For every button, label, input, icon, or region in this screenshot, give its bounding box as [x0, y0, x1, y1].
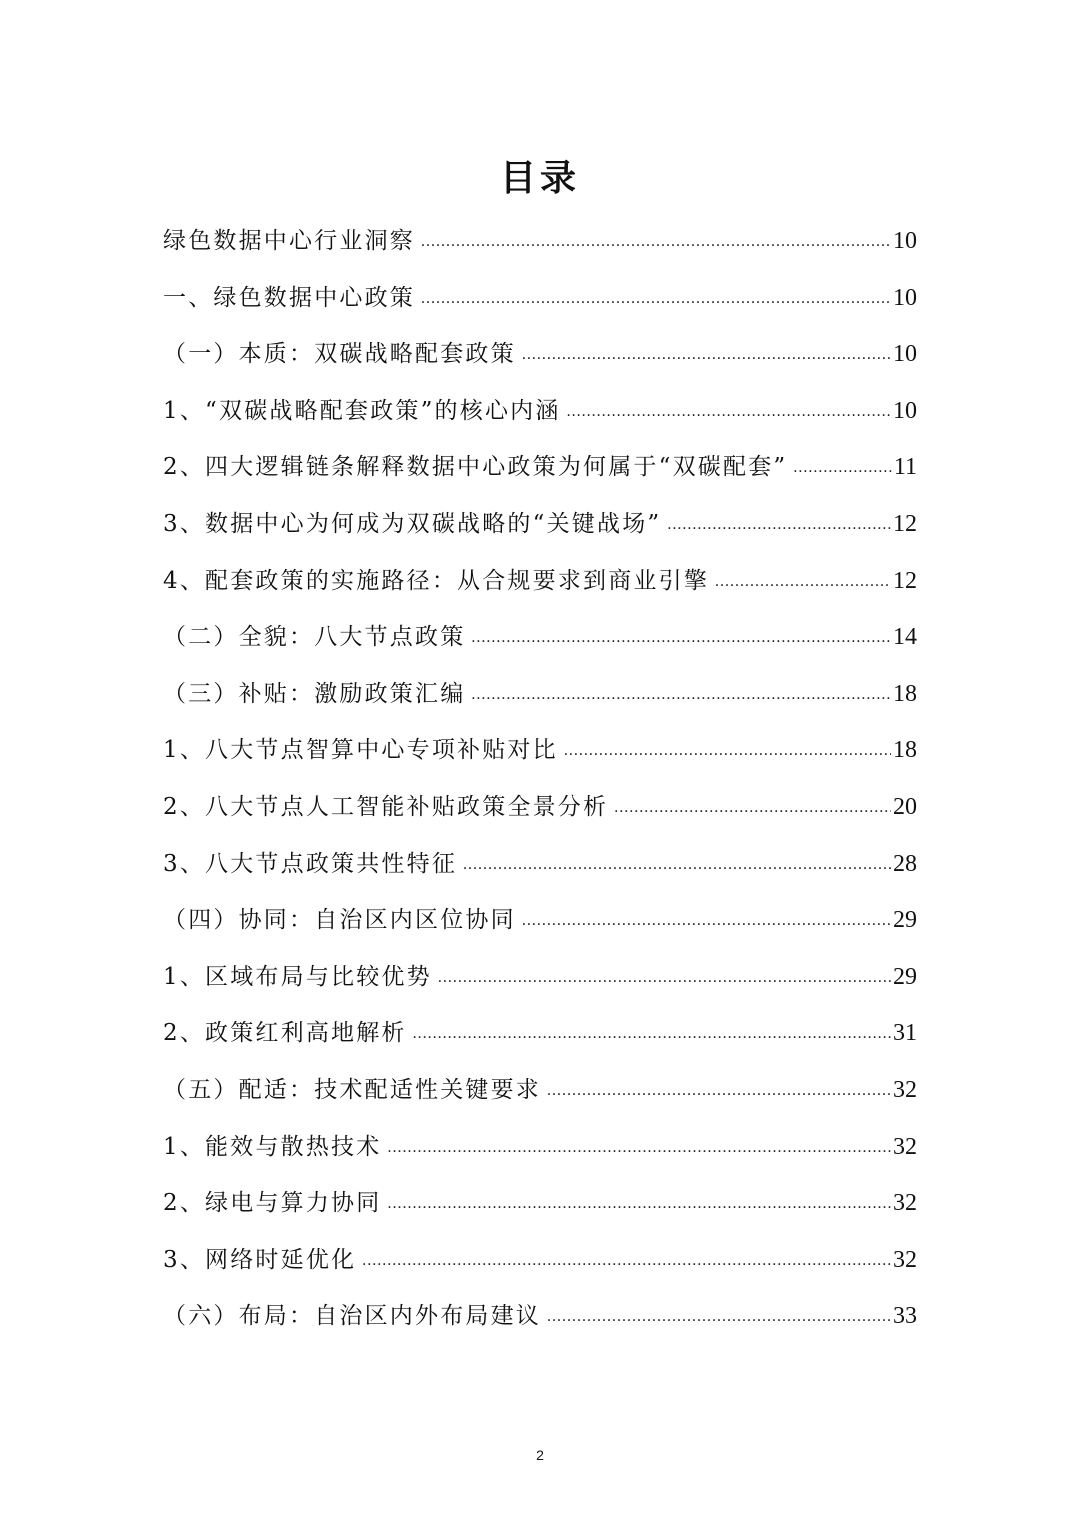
toc-entry[interactable]	[163, 1241, 917, 1298]
toc-entry-page: 18	[893, 737, 917, 764]
toc-entry-text: 2、四大逻辑链条解释数据中心政策为何属于“双碳配套”	[163, 454, 788, 481]
toc-entry[interactable]	[163, 618, 917, 675]
toc-entry[interactable]	[163, 562, 917, 619]
page-title: 目录	[499, 157, 580, 199]
toc-entry-text: （五）配适：技术配适性关键要求	[163, 1076, 541, 1103]
toc-entry[interactable]	[163, 448, 917, 505]
toc-entry-text: 2、绿电与算力协同	[163, 1190, 382, 1217]
toc-entry[interactable]	[163, 731, 917, 788]
toc-dot-leader	[547, 1074, 891, 1097]
toc-entry-text: （一）本质：双碳战略配套政策	[163, 341, 516, 368]
toc-dot-leader	[567, 395, 891, 418]
toc-entry-page: 29	[893, 907, 917, 934]
toc-dot-leader	[387, 1131, 891, 1154]
toc-entry-page: 32	[893, 1190, 917, 1217]
toc-dot-leader	[471, 678, 891, 701]
toc-entry-text: 1、区域布局与比较优势	[163, 963, 432, 990]
toc-entry-page: 29	[893, 963, 917, 990]
toc-dot-leader	[522, 338, 891, 361]
toc-entry-text: 3、网络时延优化	[163, 1246, 357, 1273]
toc-entry-page: 14	[893, 624, 917, 651]
toc-dot-leader	[547, 1300, 891, 1323]
toc-entry-page: 20	[893, 793, 917, 820]
toc-dot-leader	[471, 621, 891, 644]
toc-entry-page: 32	[893, 1076, 917, 1103]
toc-entry-text: 1、能效与散热技术	[163, 1133, 382, 1160]
toc-entry-text: 4、配套政策的实施路径：从合规要求到商业引擎	[163, 567, 710, 594]
toc-entry[interactable]	[163, 505, 917, 562]
table-of-contents	[163, 222, 917, 1354]
toc-entry[interactable]	[163, 335, 917, 392]
toc-entry[interactable]	[163, 901, 917, 958]
toc-dot-leader	[413, 1017, 891, 1040]
toc-entry-text: （二）全貌：八大节点政策	[163, 624, 466, 651]
toc-entry[interactable]	[163, 675, 917, 732]
toc-entry-page: 31	[893, 1020, 917, 1047]
page-number: 2	[536, 1447, 544, 1463]
toc-entry-text: 绿色数据中心行业洞察	[163, 228, 415, 254]
toc-entry-text: （三）补贴：激励政策汇编	[163, 680, 466, 707]
toc-entry-text: 一、绿色数据中心政策	[163, 284, 415, 311]
toc-entry[interactable]	[163, 1128, 917, 1185]
toc-entry-page: 11	[893, 454, 917, 481]
toc-dot-leader	[463, 848, 891, 871]
toc-entry-page: 10	[893, 228, 917, 254]
toc-dot-leader	[614, 791, 891, 814]
toc-entry-text: 3、数据中心为何成为双碳战略的“关键战场”	[163, 510, 662, 537]
toc-entry[interactable]	[163, 958, 917, 1015]
toc-entry-page: 10	[893, 341, 917, 368]
toc-entry-text: 2、政策红利高地解析	[163, 1020, 407, 1047]
toc-entry[interactable]	[163, 1297, 917, 1354]
toc-dot-leader	[522, 904, 891, 927]
toc-dot-leader	[715, 565, 891, 588]
toc-entry[interactable]	[163, 788, 917, 845]
toc-entry-page: 10	[893, 397, 917, 424]
toc-entry-text: 2、八大节点人工智能补贴政策全景分析	[163, 793, 609, 820]
toc-entry[interactable]	[163, 222, 917, 279]
toc-entry-text: （六）布局：自治区内外布局建议	[163, 1303, 541, 1330]
toc-dot-leader	[438, 961, 891, 984]
toc-entry[interactable]	[163, 1071, 917, 1128]
toc-entry-text: 1、“双碳战略配套政策”的核心内涵	[163, 397, 561, 424]
toc-entry-text: 1、八大节点智算中心专项补贴对比	[163, 737, 558, 764]
toc-entry-page: 18	[893, 680, 917, 707]
toc-dot-leader	[362, 1244, 891, 1267]
toc-entry-page: 10	[893, 284, 917, 311]
toc-dot-leader	[421, 225, 891, 248]
toc-entry[interactable]	[163, 392, 917, 449]
toc-entry[interactable]	[163, 1184, 917, 1241]
toc-entry-page: 28	[893, 850, 917, 877]
toc-entry[interactable]	[163, 1014, 917, 1071]
toc-dot-leader	[421, 282, 891, 305]
toc-dot-leader	[387, 1187, 891, 1210]
toc-entry-page: 12	[893, 510, 917, 537]
toc-entry-page: 32	[893, 1133, 917, 1160]
toc-entry-page: 12	[893, 567, 917, 594]
toc-dot-leader	[793, 451, 892, 474]
toc-entry-text: 3、八大节点政策共性特征	[163, 850, 458, 877]
toc-entry-page: 33	[893, 1303, 917, 1330]
toc-entry-text: （四）协同：自治区内区位协同	[163, 907, 516, 934]
toc-dot-leader	[564, 734, 891, 757]
toc-entry-page: 32	[893, 1246, 917, 1273]
toc-dot-leader	[667, 508, 891, 531]
toc-entry[interactable]	[163, 279, 917, 336]
toc-entry[interactable]	[163, 845, 917, 902]
